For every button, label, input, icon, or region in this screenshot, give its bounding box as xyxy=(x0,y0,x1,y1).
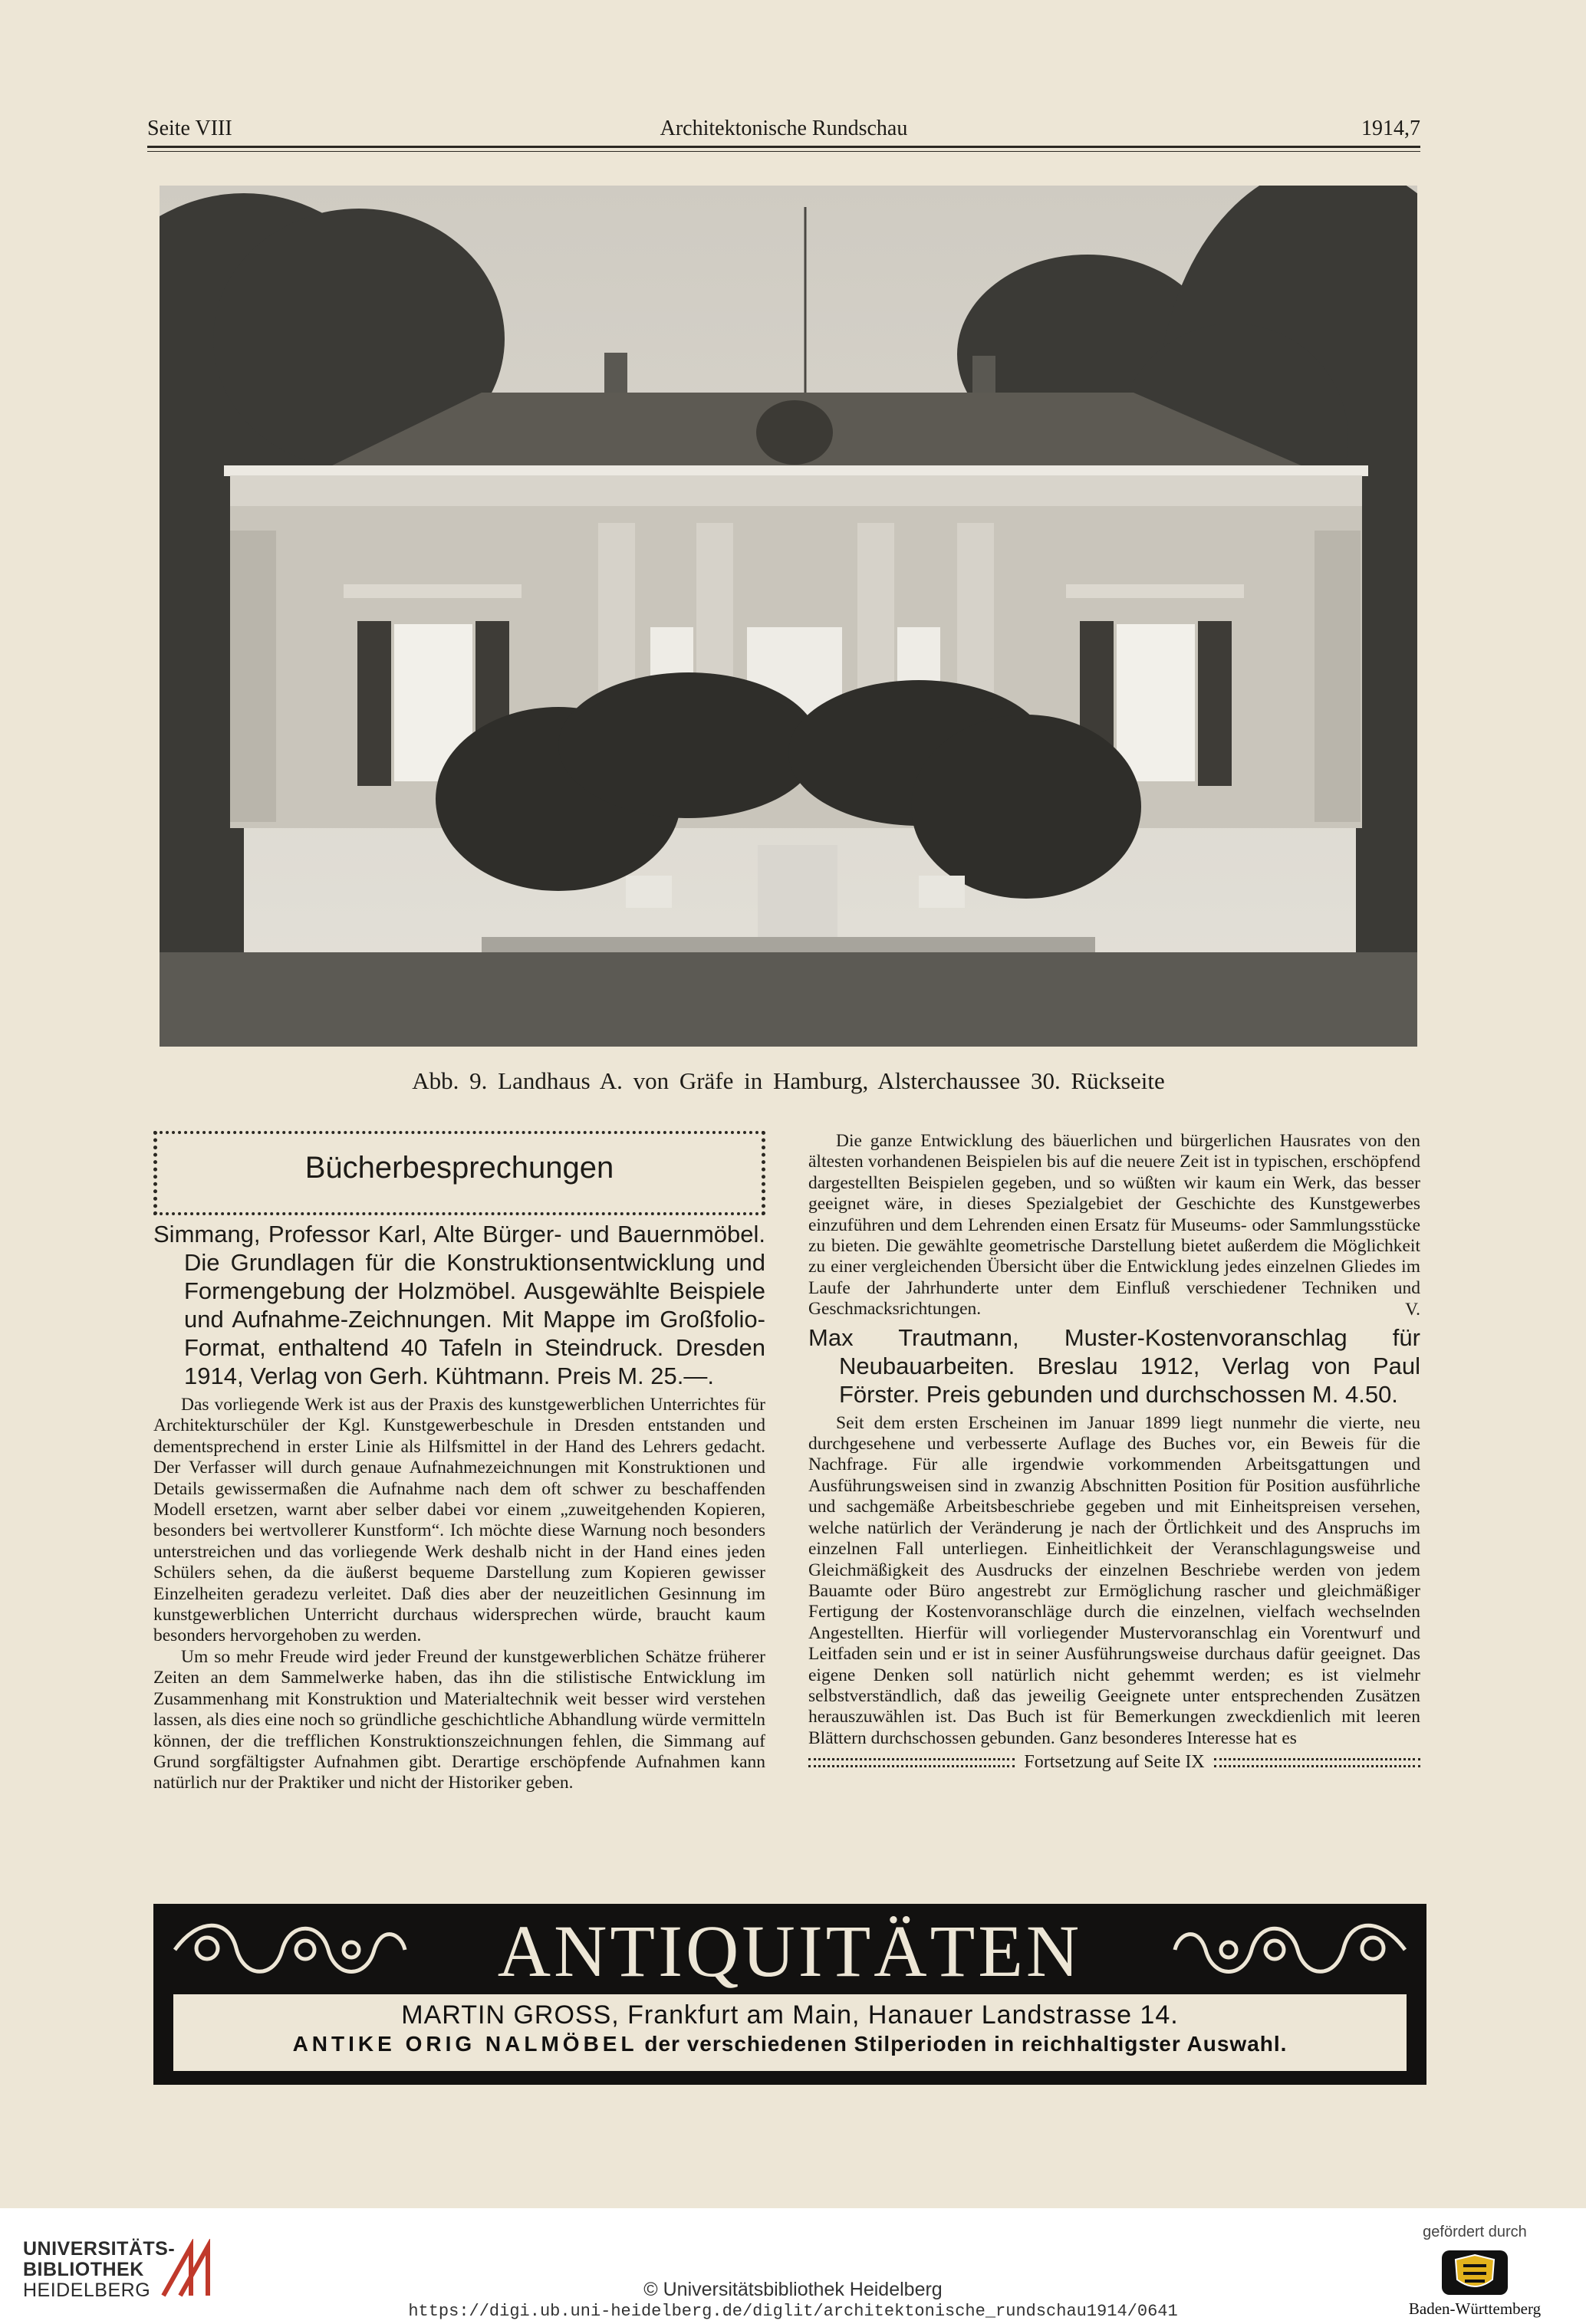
continuation-line xyxy=(808,1752,1420,1773)
library-name-line: HEIDELBERG xyxy=(23,2280,151,2301)
ornamental-rule xyxy=(808,1758,1015,1767)
review-heading-simmang: Simmang, Professor Karl, Alte Bürger- und Bauernmöbel. Die Grundlagen für die Konstruktionsentwicklung und Formengebung der Holzmöbel. Ausgewählte Beispiele und Aufnahme-Zeichnungen. Mit Mappe im Großfolio-Format, enthaltend 40 Tafeln in Steindruck. Dresden 1914, Verlag von Gerh. Kühtmann. Preis M. 25.—. xyxy=(153,1221,765,1389)
library-name-line: BIBLIOTHEK xyxy=(23,2259,144,2280)
reviewer-signature: V. xyxy=(1405,1299,1420,1320)
ad-title: ANTIQUITÄTEN xyxy=(497,1910,1083,1992)
library-name-line: UNIVERSITÄTS- xyxy=(23,2238,176,2260)
house-photo-illustration xyxy=(160,186,1417,1047)
issue-number: 1914,7 xyxy=(1361,117,1420,140)
house-photograph xyxy=(160,186,1417,1047)
running-header xyxy=(147,117,1420,143)
left-column xyxy=(153,1131,765,1794)
section-title: Bücherbesprechungen xyxy=(304,1151,614,1185)
review-paragraph: Um so mehr Freude wird jeder Freund der kunstgewerblichen Schätze früherer Zeiten an dem Sammelwerke haben, das ihn die stilistische Entwicklung im Zusammenhang mit Konstruktion und Materialtechnik weit besser wird verstehen lassen, als dies eine noch so gründliche geschichtliche Abhandlung würde vermitteln können, der die trefflichen Konstruktionszeichnungen fehlen, die Simmang auf Grund sorgfältigster Aufnahmen gibt. Derartige erschöpfende Aufnahmen kann natürlich nur der Praktiker und nicht der Historiker geben. xyxy=(153,1646,765,1793)
right-column xyxy=(808,1131,1420,1773)
review-paragraph: Seit dem ersten Erscheinen im Januar 1899 liegt nunmehr die vierte, neu durchgesehene und verbesserte Auflage des Buches vor, ein Beweis für die Nachfrage. Für alle irgendwie vorkommenden Arbeitsgattungen und Ausführungsweisen sind in zwanzig Abschnitten Position für Position ausführliche und sachgemäße Arbeitsbeschriebe gegeben und mit Einheitspreisen versehen, welche natürlich der Veränderung je nach der Örtlichkeit und des Anspruchs im einzelnen Fall unterliegen. Einheitlichkeit der Veranschlagungsweise und Gleichmäßigkeit des Ausdrucks der einzelnen Beschriebe werden von jedem Bauamte oder Büro angestrebt zur Ermöglichung rascher und gleichmäßiger Fertigung der Kostenvoranschläge durch die einzelnen, vielfach wechselnden Angestellten. Hierfür will vorliegender Mustervoranschlag ein Vorentwurf und Leitfaden sein und er ist in seiner Ausführungsweise durchaus dafür geeignet. Das eigene Denken soll natürlich nicht gehemmt werden; es ist vielmehr selbstverständlich, daß das jeweilig Geeignete unter entsprechenden Zusätzen herauszuwählen ist. Das Buch ist für Bemerkungen zweckdienlich mit leeren Blättern durchschossen gebunden. Ganz besonderes Interesse hat es xyxy=(808,1412,1420,1748)
review-paragraph: Die ganze Entwicklung des bäuerlichen und bürgerlichen Hausrates von den ältesten vorhandenen Beispielen bis auf die neuere Zeit ist in typischen, erschöpfend dargestellten Beispielen gegeben, und so wüßten wir kaum ein Werk, das besser geeignet wäre, in dieses Spezialgebiet der Geschichte des Kunstgewerbes einzuführen und dem Lehrenden einen Ersatz für Museums- oder Sammlungsstücke zu bieten. Die gewählte geometrische Darstellung bietet außerdem die Möglichkeit zu einer vergleichenden Übersicht über die Entwicklung jedes einzelnen Gliedes im Laufe der Jahrhunderte unter dem Einfluß verschiedener Techniken und Geschmacksrichtungen. xyxy=(808,1131,1420,1320)
header-rule xyxy=(147,146,1420,148)
review-heading-trautmann: Max Trautmann, Muster-Kostenvoranschlag für Neubauarbeiten. Breslau 1912, Verlag von Paul Förster. Preis gebunden und durchschossen M. 4.50. xyxy=(808,1323,1420,1408)
ad-text-panel xyxy=(173,1994,1407,2071)
review-paragraph: Das vorliegende Werk ist aus der Praxis des kunstgewerblichen Unterrichtes für Architekturschüler der Kgl. Kunstgewerbeschule in Dresden entstanden und dementsprechend in erster Linie als Hilfsmittel in der Hand des Lehrers gedacht. Der Verfasser will durch genaue Aufnahmezeichnungen mit Konstruktionen und Details gewissermaßen die Aufnahme nach dem oft schwer zu beschaffenden Modell ersetzen, warnt aber selber dabei vor einem „zuweitgehenden Kopieren, besonders bei wertvollerer Kunstform“. Ich möchte diese Warnung noch besonders unterstreichen und das vorliegende Werk deshalb nicht in der Hand eines jeden Schülers sehen, da die äußerst bequeme Darstellung zum Kopieren gewisser Einzelheiten geradezu verleitet. Daß dies aber der neuzeitlichen Gesinnung im kunstgewerblichen Unterricht durchaus widersprechen würde, braucht kaum besonders hervorgehoben zu werden. xyxy=(153,1395,765,1646)
funder-name: Baden-Württemberg xyxy=(1408,2299,1542,2318)
ad-dealer-address: MARTIN GROSS, Frankfurt am Main, Hanauer Landstrasse 14. xyxy=(401,2000,1179,2030)
header-rule-thin xyxy=(147,151,1420,152)
copyright-notice: © Universitätsbibliothek Heidelberg xyxy=(643,2279,943,2300)
digitization-footer xyxy=(0,2208,1586,2324)
ad-tagline-rest: der verschiedenen Stilperioden in reichhaltigster Auswahl. xyxy=(644,2032,1288,2056)
funded-by-label: gefördert durch xyxy=(1423,2224,1527,2240)
baden-wuerttemberg-crest-icon xyxy=(1440,2249,1509,2296)
funding-credit xyxy=(1394,2224,1555,2319)
ad-tagline-caps: ANTIKE ORIG NALMÖBEL xyxy=(292,2032,638,2056)
page-number: Seite VIII xyxy=(147,117,232,140)
antiques-advertisement xyxy=(153,1904,1426,2085)
continued-note: Fortsetzung auf Seite IX xyxy=(1024,1752,1205,1773)
section-heading-box xyxy=(153,1131,765,1215)
journal-title: Architektonische Rundschau xyxy=(660,117,908,140)
source-url-link[interactable]: https://digi.ub.uni-heidelberg.de/diglit/architektonische_rundschau1914/0641 xyxy=(408,2302,1178,2321)
ad-tagline xyxy=(173,2032,1407,2056)
figure-caption: Abb. 9. Landhaus A. von Gräfe in Hamburg, Alsterchaussee 30. Rückseite xyxy=(412,1067,1165,1094)
ornamental-rule xyxy=(1214,1758,1420,1767)
